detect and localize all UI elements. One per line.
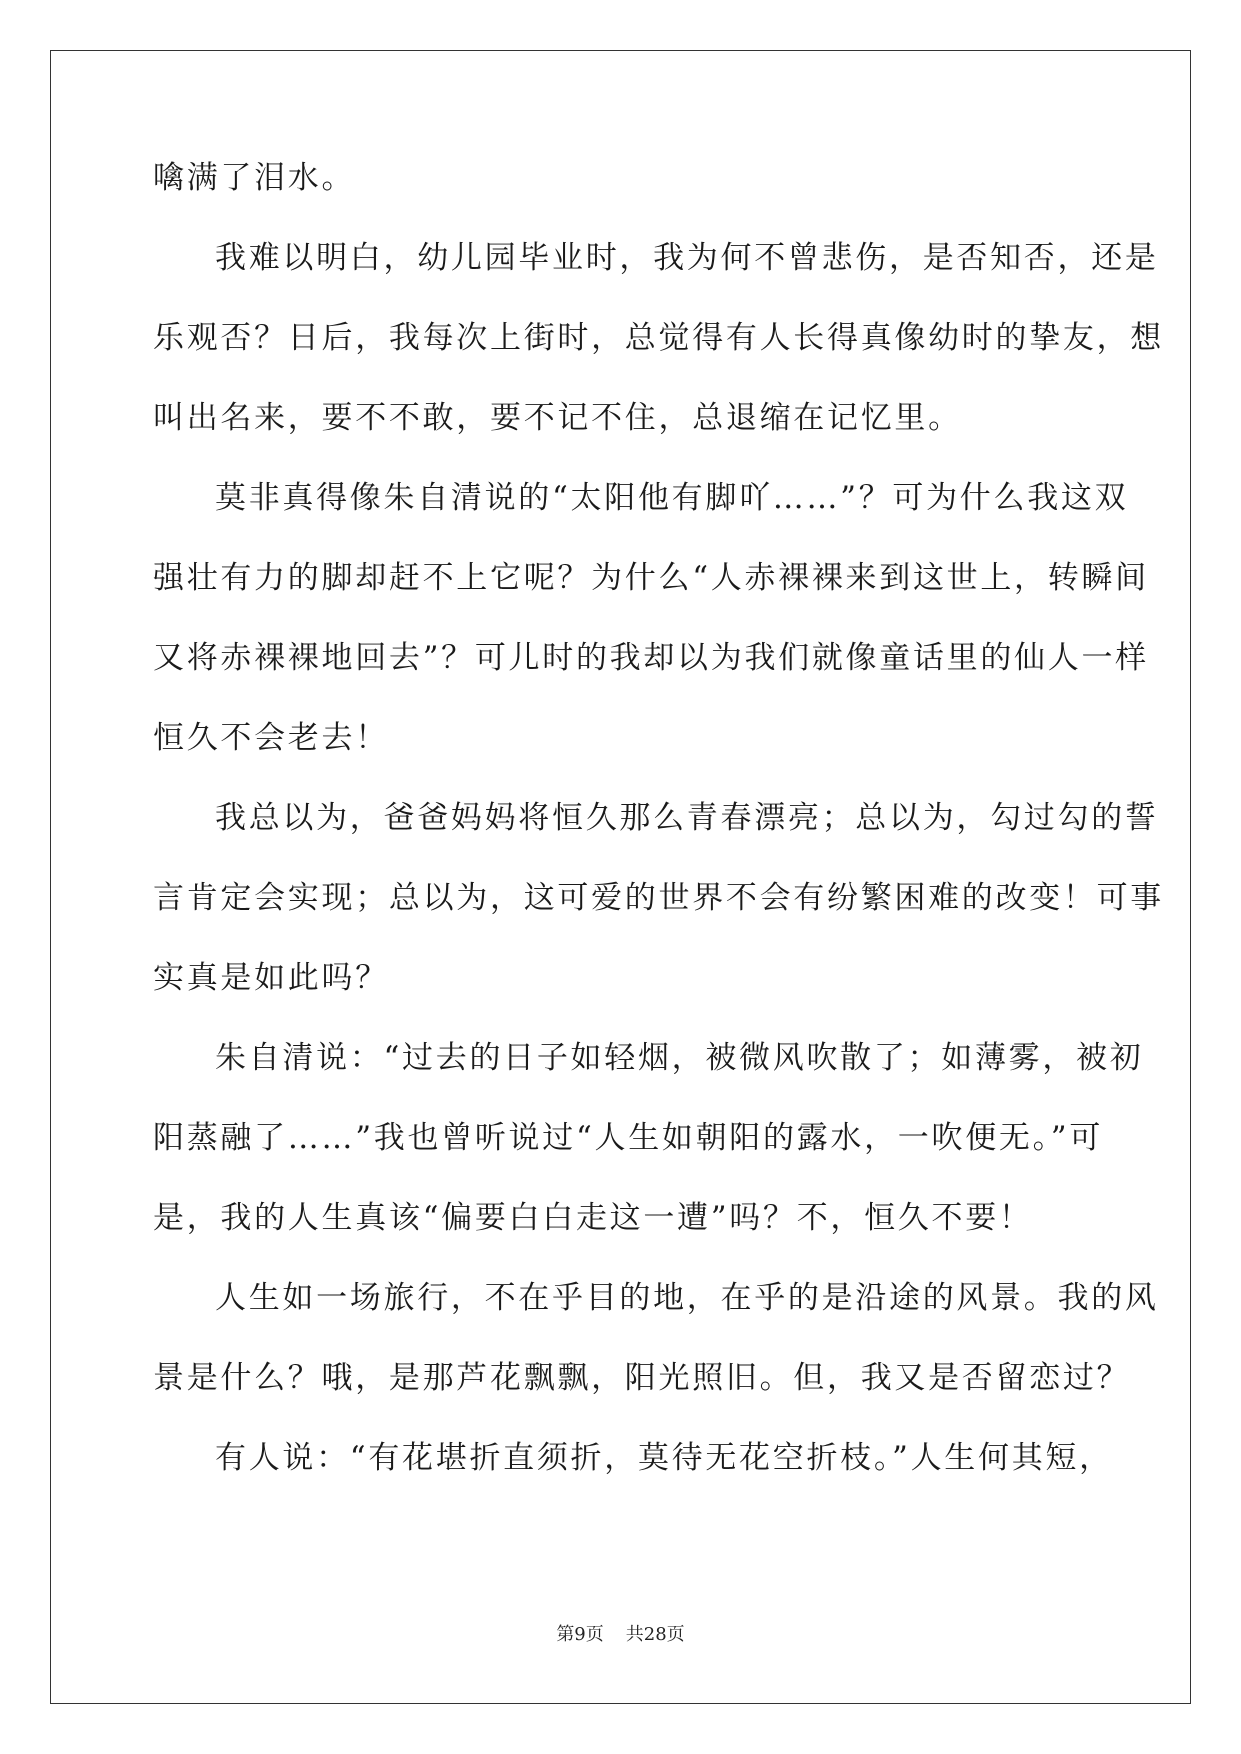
text-line: 恒久不会老去！ xyxy=(153,720,389,756)
text-line: 是，我的人生真该“偏要白白走这一遭”吗？不，恒久不要！ xyxy=(153,1200,1033,1236)
text-line: 叫出名来，要不不敢，要不记不住，总退缩在记忆里。 xyxy=(153,400,962,436)
page-footer xyxy=(0,1625,1241,1645)
text-line: 又将赤裸裸地回去”？可儿时的我却以为我们就像童话里的仙人一样 xyxy=(153,640,1149,676)
text-line: 阳蒸融了……”我也曾听说过“人生如朝阳的露水，一吹便无。”可 xyxy=(153,1120,1104,1156)
text-line: 我难以明白，幼儿园毕业时，我为何不曾悲伤，是否知否，还是 xyxy=(215,240,1159,276)
current-page-number: 第9页 xyxy=(556,1624,604,1645)
text-line: 噙满了泪水。 xyxy=(153,160,356,196)
text-line: 强壮有力的脚却赶不上它呢？为什么“人赤裸裸来到这世上，转瞬间 xyxy=(153,560,1149,596)
text-line: 莫非真得像朱自清说的“太阳他有脚吖……”？可为什么我这双 xyxy=(215,480,1129,516)
text-line: 言肯定会实现；总以为，这可爱的世界不会有纷繁困难的改变！可事 xyxy=(153,880,1164,916)
document-body xyxy=(153,158,1164,1518)
total-pages: 共28页 xyxy=(625,1624,685,1645)
text-line: 我总以为，爸爸妈妈将恒久那么青春漂亮；总以为，勾过勾的誓 xyxy=(215,800,1159,836)
text-line: 人生如一场旅行，不在乎目的地，在乎的是沿途的风景。我的风 xyxy=(215,1280,1159,1316)
text-line: 有人说：“有花堪折直须折，莫待无花空折枝。”人生何其短， xyxy=(215,1440,1113,1476)
text-line: 实真是如此吗？ xyxy=(153,960,389,996)
text-line: 乐观否？日后，我每次上街时，总觉得有人长得真像幼时的挚友，想 xyxy=(153,320,1164,356)
text-line: 朱自清说：“过去的日子如轻烟，被微风吹散了；如薄雾，被初 xyxy=(215,1040,1144,1076)
text-line: 景是什么？哦，是那芦花飘飘，阳光照旧。但，我又是否留恋过？ xyxy=(153,1360,1131,1396)
